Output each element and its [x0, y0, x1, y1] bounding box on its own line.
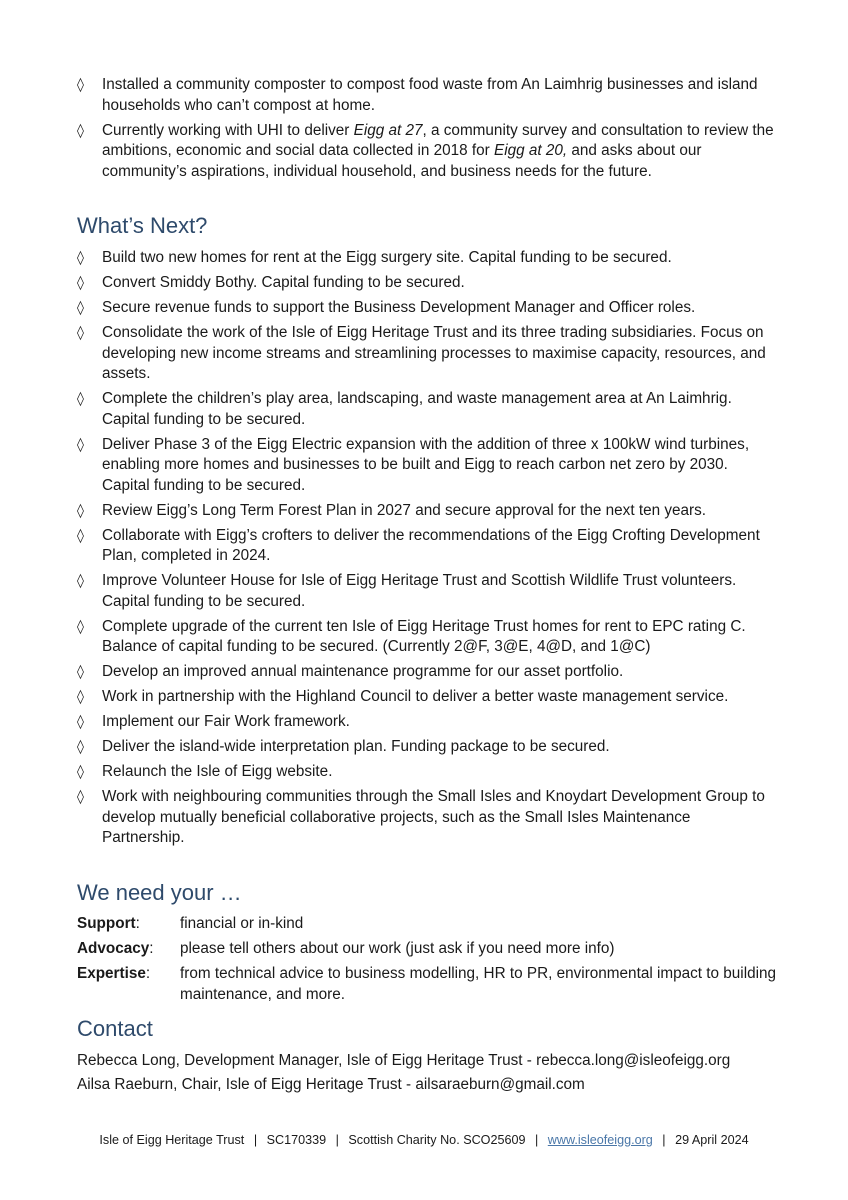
- list-item-text: Complete upgrade of the current ten Isle of Eigg Heritage Trust homes for rent to EPC rating C. Balance of capital funding to be secured. (Currently 2@F, 3@E, 4@D, and 1@C): [102, 617, 746, 655]
- eigg-at-27-title: Eigg at 27: [353, 121, 423, 139]
- list-item: [77, 501, 777, 522]
- list-item: [77, 687, 777, 708]
- diamond-bullet-icon: ◊: [77, 436, 84, 453]
- footer-org: Isle of Eigg Heritage Trust: [99, 1133, 245, 1147]
- list-item: [77, 712, 777, 733]
- diamond-bullet-icon: ◊: [77, 250, 84, 266]
- page-footer: [0, 1133, 848, 1147]
- eigg-at-20-title: Eigg at 20,: [494, 142, 568, 159]
- list-item: [77, 323, 777, 385]
- need-value: financial or in-kind: [180, 915, 304, 932]
- list-item-text: Work in partnership with the Highland Council to deliver a better waste management service.: [102, 688, 729, 705]
- list-item-text: Deliver Phase 3 of the Eigg Electric expansion with the addition of three x 100kW wind turbines, enabling more homes and businesses to be built and Eigg to reach carbon net zero by 2030. Capital funding to be secured.: [102, 435, 750, 494]
- list-item-text: Build two new homes for rent at the Eigg surgery site. Capital funding to be secured.: [102, 249, 672, 266]
- diamond-bullet-icon: ◊: [77, 527, 84, 544]
- list-item: [77, 737, 777, 758]
- diamond-bullet-icon: ◊: [77, 714, 84, 730]
- need-value: please tell others about our work (just ask if you need more info): [180, 940, 615, 957]
- list-item-text: Implement our Fair Work framework.: [102, 713, 350, 730]
- footer-separator: |: [535, 1133, 539, 1147]
- diamond-bullet-icon: ◊: [77, 391, 84, 407]
- footer-company-no: SC170339: [266, 1133, 327, 1147]
- contact-block: [77, 1049, 797, 1096]
- list-item: [77, 121, 777, 183]
- list-item: [77, 526, 777, 567]
- contact-line-rebecca: Rebecca Long, Development Manager, Isle of Eigg Heritage Trust - rebecca.long@isleofeigg.org: [77, 1052, 731, 1069]
- diamond-bullet-icon: ◊: [77, 664, 84, 680]
- need-label: Support: [77, 915, 136, 932]
- need-row-advocacy: Advocacy: please tell others about our work (just ask if you need more info): [77, 939, 777, 960]
- list-item: [77, 75, 777, 116]
- footer-charity: Scottish Charity No. SCO25609: [348, 1133, 526, 1147]
- list-item-text: Collaborate with Eigg’s crofters to deliver the recommendations of the Eigg Crofting Development Plan, completed in 2024.: [102, 526, 760, 564]
- diamond-bullet-icon: ◊: [77, 789, 84, 805]
- need-row-support: Support: financial or in-kind: [77, 914, 777, 935]
- footer-separator: |: [335, 1133, 339, 1147]
- list-item: [77, 273, 777, 294]
- diamond-bullet-icon: ◊: [77, 300, 84, 316]
- list-item-text: Deliver the island-wide interpretation plan. Funding package to be secured.: [102, 738, 610, 755]
- diamond-bullet-icon: ◊: [77, 77, 84, 93]
- contact-line-ailsa: Ailsa Raeburn, Chair, Isle of Eigg Heritage Trust - ailsaraeburn@gmail.com: [77, 1075, 585, 1093]
- list-item: [77, 662, 777, 683]
- whats-next-heading: What’s Next?: [77, 213, 208, 238]
- diamond-bullet-icon: ◊: [77, 325, 84, 341]
- we-need-heading: We need your …: [77, 880, 242, 905]
- list-item-text: Complete the children’s play area, landscaping, and waste management area at An Laimhrig. Capital funding to be secured.: [102, 390, 732, 428]
- list-item-text: Consolidate the work of the Isle of Eigg Heritage Trust and its three trading subsidiaries. Focus on developing new income streams and streamlining processes to maximise capacity, resources, and assets.: [102, 324, 766, 382]
- list-item-text-part: , a community survey and consultation to review the ambitions, economic and social data collected in 2018 for: [102, 121, 774, 159]
- list-item-text: Review Eigg’s Long Term Forest Plan in 2027 and secure approval for the next ten years.: [102, 501, 707, 519]
- diamond-bullet-icon: ◊: [77, 618, 84, 635]
- list-item: [77, 617, 777, 658]
- list-item-text: Work with neighbouring communities through the Small Isles and Knoydart Development Group to develop mutually beneficial collaborative projects, such as the Small Isles Maintenance Partnership.: [102, 788, 765, 846]
- footer-website-link[interactable]: www.isleofeigg.org: [547, 1133, 653, 1147]
- list-item: [77, 762, 777, 783]
- list-item: [77, 787, 777, 849]
- footer-separator: |: [662, 1133, 666, 1147]
- list-item-text: Develop an improved annual maintenance programme for our asset portfolio.: [102, 663, 624, 680]
- diamond-bullet-icon: ◊: [77, 764, 84, 780]
- diamond-bullet-icon: ◊: [77, 689, 84, 705]
- list-item-text: Convert Smiddy Bothy. Capital funding to be secured.: [102, 274, 465, 291]
- list-item-text: Improve Volunteer House for Isle of Eigg Heritage Trust and Scottish Wildlife Trust volunteers. Capital funding to be secured.: [102, 572, 737, 610]
- diamond-bullet-icon: ◊: [77, 502, 84, 519]
- contact-heading: Contact: [77, 1016, 153, 1041]
- list-item-text: Secure revenue funds to support the Business Development Manager and Officer roles.: [102, 299, 696, 316]
- list-item: [77, 298, 777, 319]
- diamond-bullet-icon: ◊: [77, 122, 84, 139]
- diamond-bullet-icon: ◊: [77, 275, 84, 291]
- diamond-bullet-icon: ◊: [77, 573, 84, 589]
- need-label: Expertise: [77, 965, 146, 982]
- we-need-list: [77, 914, 777, 1010]
- list-item-text-part: and asks about our community’s aspirations, individual household, and business needs for the future.: [102, 142, 702, 180]
- list-item: [77, 571, 777, 612]
- list-item: [77, 248, 777, 269]
- need-label: Advocacy: [77, 940, 150, 957]
- need-row-expertise: Expertise: from technical advice to business modelling, HR to PR, environmental impact to building maintenance, and more.: [77, 964, 777, 1005]
- achievements-list: [77, 75, 777, 187]
- whats-next-list: [77, 248, 777, 853]
- list-item: [77, 435, 777, 497]
- list-item: [77, 389, 777, 430]
- footer-date: 29 April 2024: [675, 1133, 749, 1147]
- list-item-text-part: Currently working with UHI to deliver: [102, 121, 354, 139]
- need-value: from technical advice to business modelling, HR to PR, environmental impact to building maintenance, and more.: [180, 965, 777, 1003]
- list-item-text: Relaunch the Isle of Eigg website.: [102, 763, 333, 780]
- list-item-text: Installed a community composter to compost food waste from An Laimhrig businesses and island households who can’t compost at home.: [102, 76, 758, 114]
- diamond-bullet-icon: ◊: [77, 739, 84, 755]
- footer-separator: |: [253, 1133, 258, 1147]
